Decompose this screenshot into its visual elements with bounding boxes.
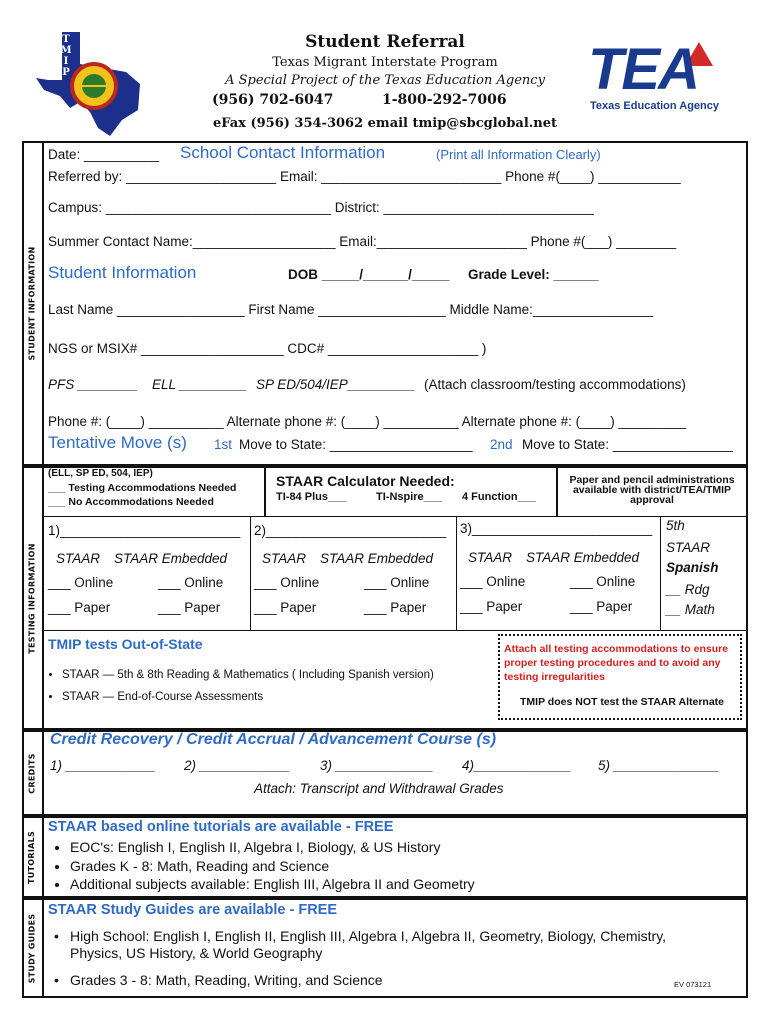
tutorials-heading: STAAR based online tutorials are available - FREE xyxy=(48,819,394,835)
credit-field-1[interactable]: 1) ____________ xyxy=(50,758,156,773)
credit-field-4[interactable]: 4)_____________ xyxy=(462,758,572,773)
fifth-staar-label: STAAR xyxy=(666,540,711,555)
staar-alternate-note: TMIP does NOT test the STAAR Alternate xyxy=(520,696,724,708)
test-1-subject-field[interactable]: 1)________________________ xyxy=(48,523,241,538)
student-information-label: STUDENT INFORMATION xyxy=(27,246,37,361)
test-2-embedded-label: STAAR Embedded xyxy=(320,551,434,566)
list-item: • STAAR — 5th & 8th Reading & Mathematics ( Including Spanish version) xyxy=(62,664,434,686)
ngs-cdc-field[interactable]: NGS or MSIX# ___________________ CDC# ____________________ ) xyxy=(48,341,487,356)
test-2-staar-online[interactable]: ___ Online xyxy=(254,575,320,590)
test-3-staar-paper[interactable]: ___ Paper xyxy=(460,599,523,614)
credit-field-2[interactable]: 2) ____________ xyxy=(184,758,290,773)
test-1-embedded-label: STAAR Embedded xyxy=(114,551,228,566)
calc-ti84-option[interactable]: TI-84 Plus___ xyxy=(276,491,347,503)
tutorials-label: TUTORIALS xyxy=(27,830,37,884)
first-move-label: 1st xyxy=(214,437,233,452)
phone-primary: (956) 702-6047 xyxy=(212,92,334,108)
name-fields[interactable]: Last Name _________________ First Name _________________ Middle Name:________________ xyxy=(48,302,653,317)
list-item: • Grades 3 - 8: Math, Reading, Writing, and Science xyxy=(54,972,383,988)
accommodations-title: (ELL, SP ED, 504, IEP) xyxy=(48,468,153,479)
program-name: Texas Migrant Interstate Program xyxy=(272,55,498,70)
list-item: • STAAR — End-of-Course Assessments xyxy=(62,686,434,708)
student-information-heading: Student Information xyxy=(48,263,197,282)
out-of-state-list xyxy=(44,664,434,708)
date-field[interactable]: Date: __________ xyxy=(48,147,160,162)
second-move-label: 2nd xyxy=(490,437,513,452)
credit-field-3[interactable]: 3) _____________ xyxy=(320,758,434,773)
credit-recovery-heading: Credit Recovery / Credit Accrual / Advancement Course (s) xyxy=(50,731,497,748)
test-2-staar-paper[interactable]: ___ Paper xyxy=(254,600,317,615)
pfs-field[interactable]: PFS ________ xyxy=(48,377,139,392)
list-item: • High School: English I, English II, English III, Algebra I, Algebra II, Geometry, Biology, Chemistry, Physics, US History, & World Geography xyxy=(54,928,667,961)
no-accommodations-option[interactable]: ___ No Accommodations Needed xyxy=(48,496,214,508)
logo-letter-t: T xyxy=(62,34,70,45)
test-2-embedded-online[interactable]: ___ Online xyxy=(364,575,430,590)
accommodations-callout xyxy=(498,634,742,720)
test-3-embedded-online[interactable]: ___ Online xyxy=(570,574,636,589)
calculator-title: STAAR Calculator Needed: xyxy=(276,473,455,489)
summer-contact-field[interactable]: Summer Contact Name:___________________ Email:____________________ Phone #(___) ________ xyxy=(48,234,677,249)
tutorials-list xyxy=(52,838,475,894)
testing-information-label: TESTING INFORMATION xyxy=(27,542,37,654)
test-2-staar-label: STAAR xyxy=(262,551,307,566)
fifth-reading-option[interactable]: __ Rdg xyxy=(666,582,710,597)
tagline: A Special Project of the Texas Education Agency xyxy=(225,73,545,88)
test-3-embedded-paper[interactable]: ___ Paper xyxy=(570,599,633,614)
test-3-embedded-label: STAAR Embedded xyxy=(526,550,640,565)
test-1-staar-paper[interactable]: ___ Paper xyxy=(48,600,111,615)
grade-level-field[interactable]: Grade Level: ______ xyxy=(468,267,599,282)
test-2-embedded-paper[interactable]: ___ Paper xyxy=(364,600,427,615)
paper-pencil-note: Paper and pencil administrations available with district/TEA/TMIP approval xyxy=(569,474,735,506)
fifth-math-option[interactable]: __ Math xyxy=(666,602,715,617)
referred-by-field[interactable]: Referred by: ____________________ Email: ________________________ Phone #(____) ___________ xyxy=(48,169,681,184)
study-guides-list xyxy=(52,928,666,989)
tea-logo xyxy=(588,37,728,120)
accommodations-needed-option[interactable]: ___ Testing Accommodations Needed xyxy=(48,482,237,494)
test-1-staar-online[interactable]: ___ Online xyxy=(48,575,114,590)
out-of-state-heading: TMIP tests Out-of-State xyxy=(48,636,203,652)
credits-label: CREDITS xyxy=(27,752,37,794)
texas-map-icon xyxy=(22,24,152,144)
form-version-code: EV 073121 xyxy=(674,980,712,989)
contact-line: eFax (956) 354-3062 email tmip@sbcglobal.net xyxy=(212,116,558,131)
study-guides-heading: STAAR Study Guides are available - FREE xyxy=(48,902,338,918)
tea-caption: Texas Education Agency xyxy=(590,100,719,112)
school-contact-heading: School Contact Information xyxy=(180,143,386,162)
list-item: • Grades K - 8: Math, Reading and Science xyxy=(70,857,475,876)
print-note: (Print all Information Clearly) xyxy=(436,147,601,162)
page-title: Student Referral xyxy=(305,32,465,52)
dob-field[interactable]: DOB _____/______/_____ xyxy=(288,267,450,282)
tea-wordmark: TEA xyxy=(588,37,698,102)
calc-4function-option[interactable]: 4 Function___ xyxy=(462,491,536,503)
ell-field[interactable]: ELL _________ xyxy=(152,377,248,392)
tentative-move-heading: Tentative Move (s) xyxy=(48,433,187,452)
test-3-staar-label: STAAR xyxy=(468,550,513,565)
test-1-embedded-paper[interactable]: ___ Paper xyxy=(158,600,221,615)
campus-district-field[interactable]: Campus: ______________________________ District: ____________________________ xyxy=(48,200,594,215)
second-move-field[interactable]: Move to State: ________________ xyxy=(522,437,733,452)
transcript-note: Attach: Transcript and Withdrawal Grades xyxy=(254,781,504,796)
logo-letter-i: I xyxy=(63,56,69,67)
logo-letter-m: M xyxy=(60,45,72,56)
logo-letter-p: P xyxy=(62,67,70,78)
calc-nspire-option[interactable]: TI-Nspire___ xyxy=(376,491,443,503)
test-1-staar-label: STAAR xyxy=(56,551,101,566)
phone-fields[interactable]: Phone #: (____) __________ Alternate phone #: (____) __________ Alternate phone #: (____) _________ xyxy=(48,414,687,429)
attach-accommodations-note: (Attach classroom/testing accommodations) xyxy=(424,377,686,392)
phone-tollfree: 1-800-292-7006 xyxy=(382,92,507,108)
study-guides-label: STUDY GUIDES xyxy=(27,913,37,983)
test-3-subject-field[interactable]: 3)________________________ xyxy=(460,521,653,536)
fifth-spanish-label: Spanish xyxy=(666,560,719,575)
list-item: • EOC's: English I, English II, Algebra I, Biology, & US History xyxy=(70,838,475,857)
sped-field[interactable]: SP ED/504/IEP_________ xyxy=(256,377,416,392)
test-1-embedded-online[interactable]: ___ Online xyxy=(158,575,224,590)
test-3-staar-online[interactable]: ___ Online xyxy=(460,574,526,589)
fifth-label: 5th xyxy=(666,518,685,533)
test-2-subject-field[interactable]: 2)________________________ xyxy=(254,523,447,538)
attach-accommodations-warning: Attach all testing accommodations to ensure proper testing procedures and to avoid any testing irregularities xyxy=(504,643,729,683)
credit-field-5[interactable]: 5) ______________ xyxy=(598,758,719,773)
first-move-field[interactable]: Move to State: ___________________ xyxy=(239,437,473,452)
list-item: • Additional subjects available: English III, Algebra II and Geometry xyxy=(70,875,475,894)
tmip-logo xyxy=(22,24,152,144)
